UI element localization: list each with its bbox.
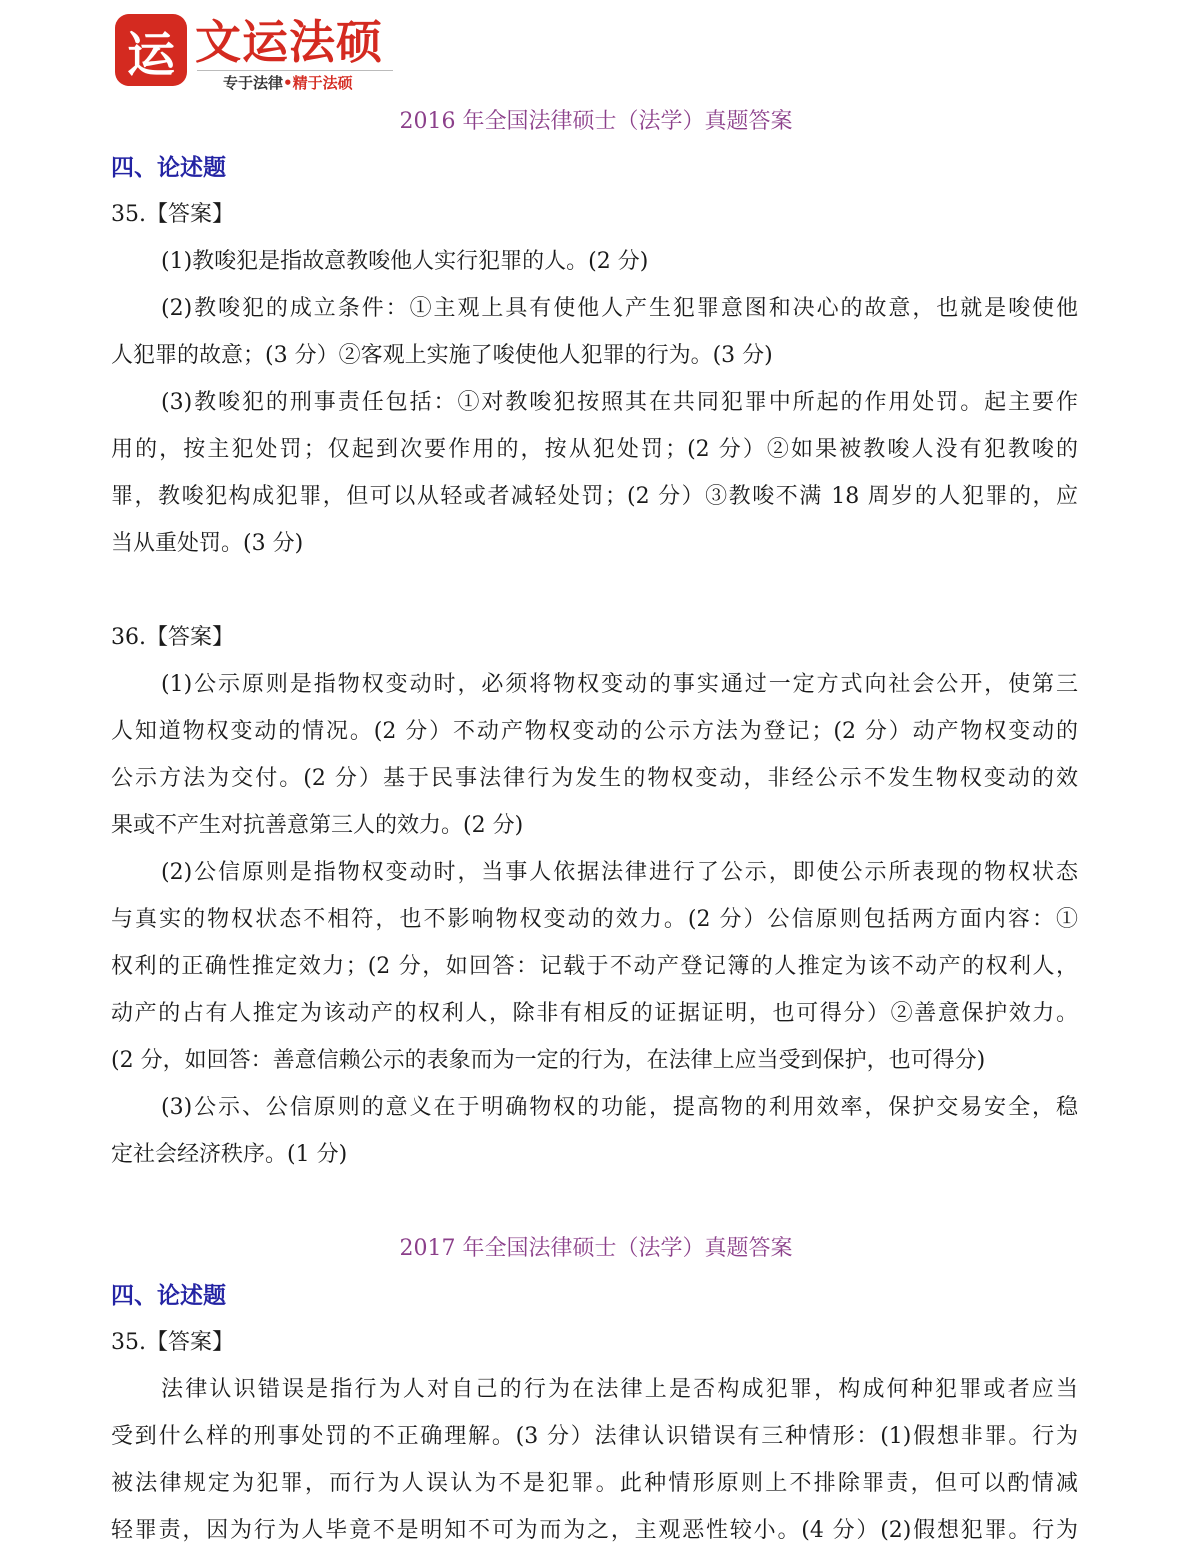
slogan-right: 精于法硕 bbox=[292, 74, 353, 92]
paragraph-line: 法律认识错误是指行为人对自己的行为在法律上是否构成犯罪，构成何种犯罪或者应当 bbox=[161, 1377, 1078, 1402]
section-heading-2016: 四、论述题 bbox=[111, 154, 226, 181]
paragraph-line: (2 分，如回答：善意信赖公示的表象而为一定的行为，在法律上应当受到保护，也可得分) bbox=[111, 1048, 986, 1073]
paragraph-line: 公示方法为交付。(2 分）基于民事法律行为发生的物权变动，非经公示不发生物权变动的效 bbox=[111, 766, 1078, 791]
question-35-2017: 35.【答案】 bbox=[111, 1330, 234, 1355]
paragraph-line: (3)教唆犯的刑事责任包括：①对教唆犯按照其在共同犯罪中所起的作用处罚。起主要作 bbox=[161, 390, 1078, 415]
section-heading-2017: 四、论述题 bbox=[111, 1282, 226, 1309]
title-2016: 2016 年全国法律硕士（法学）真题答案 bbox=[399, 109, 793, 134]
title-2017: 2017 年全国法律硕士（法学）真题答案 bbox=[399, 1236, 793, 1261]
paragraph-line: 动产的占有人推定为该动产的权利人，除非有相反的证据证明，也可得分）②善意保护效力。 bbox=[111, 1001, 1078, 1026]
logo-divider bbox=[197, 70, 393, 71]
paragraph-line: (1)教唆犯是指故意教唆他人实行犯罪的人。(2 分) bbox=[161, 249, 649, 274]
paragraph-line: 定社会经济秩序。(1 分) bbox=[111, 1142, 348, 1167]
question-35-2016: 35.【答案】 bbox=[111, 202, 234, 227]
paragraph-line: 受到什么样的刑事处罚的不正确理解。(3 分）法律认识错误有三种情形：(1)假想非罪。行为 bbox=[111, 1424, 1078, 1449]
paragraph-line: 被法律规定为犯罪，而行为人误认为不是犯罪。此种情形原则上不排除罪责，但可以酌情减 bbox=[111, 1471, 1078, 1496]
paragraph-line: (1)公示原则是指物权变动时，必须将物权变动的事实通过一定方式向社会公开，使第三 bbox=[161, 672, 1078, 697]
question-36-2016: 36.【答案】 bbox=[111, 625, 234, 650]
paragraph-line: 人犯罪的故意；(3 分）②客观上实施了唆使他人犯罪的行为。(3 分) bbox=[111, 343, 773, 368]
slogan-dot: • bbox=[283, 74, 293, 92]
paragraph-line: (2)教唆犯的成立条件：①主观上具有使他人产生犯罪意图和决心的故意，也就是唆使他 bbox=[161, 296, 1078, 321]
logo-slogan bbox=[223, 72, 353, 93]
paragraph-line: (2)公信原则是指物权变动时，当事人依据法律进行了公示，即使公示所表现的物权状态 bbox=[161, 860, 1078, 885]
paragraph-line: (3)公示、公信原则的意义在于明确物权的功能，提高物的利用效率，保护交易安全，稳 bbox=[161, 1095, 1078, 1120]
brand-logo bbox=[115, 12, 415, 94]
paragraph-line: 人知道物权变动的情况。(2 分）不动产物权变动的公示方法为登记；(2 分）动产物权变动的 bbox=[111, 719, 1078, 744]
slogan-left: 专于法律 bbox=[223, 74, 284, 92]
paragraph-line: 轻罪责，因为行为人毕竟不是明知不可为而为之，主观恶性较小。(4 分）(2)假想犯罪。行为 bbox=[111, 1518, 1078, 1543]
paragraph-line: 当从重处罚。(3 分) bbox=[111, 531, 304, 556]
logo-badge-icon: 运 bbox=[115, 14, 187, 86]
paragraph-line: 权利的正确性推定效力；(2 分，如回答：记载于不动产登记簿的人推定为该不动产的权利人， bbox=[111, 954, 1078, 979]
paragraph-line: 果或不产生对抗善意第三人的效力。(2 分) bbox=[111, 813, 524, 838]
paragraph-line: 与真实的物权状态不相符，也不影响物权变动的效力。(2 分）公信原则包括两方面内容：① bbox=[111, 907, 1078, 932]
paragraph-line: 用的，按主犯处罚；仅起到次要作用的，按从犯处罚；(2 分）②如果被教唆人没有犯教唆的 bbox=[111, 437, 1078, 462]
paragraph-line: 罪，教唆犯构成犯罪，但可以从轻或者减轻处罚；(2 分）③教唆不满 18 周岁的人犯罪的，应 bbox=[111, 484, 1078, 509]
logo-name: 文运法硕 bbox=[195, 15, 383, 69]
